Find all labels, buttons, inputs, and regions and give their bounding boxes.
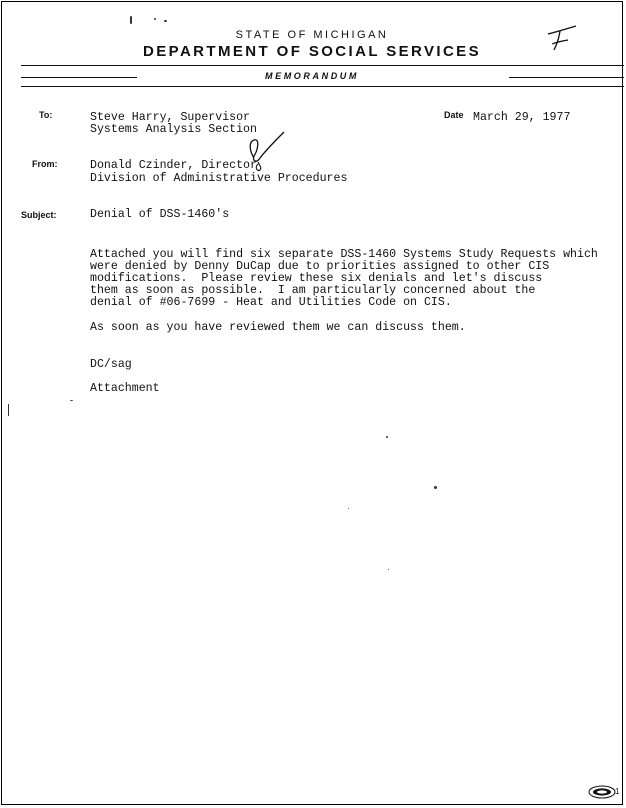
date-value: March 29, 1977 xyxy=(473,111,571,124)
body-line: denial of #06-7699 - Heat and Utilities Code on CIS. xyxy=(90,296,452,309)
header-rule-top xyxy=(21,65,624,66)
header-rule-bottom xyxy=(21,86,624,87)
handwritten-f-mark xyxy=(542,20,582,54)
to-line-1: Steve Harry, Supervisor xyxy=(90,111,251,124)
body-line: Attached you will find six separate DSS-1460 Systems Study Requests which xyxy=(90,248,598,261)
initials-line: DC/sag xyxy=(90,358,132,371)
page-number: 1 xyxy=(615,787,620,796)
date-label: Date xyxy=(444,110,464,120)
scan-speck xyxy=(348,508,349,509)
scan-speck xyxy=(164,20,167,22)
scan-speck xyxy=(8,404,9,416)
attachment-line: Attachment xyxy=(90,382,160,395)
from-line-2: Division of Administrative Procedures xyxy=(90,172,348,185)
scan-speck xyxy=(434,486,437,489)
from-line-1: Donald Czinder, Director xyxy=(90,159,257,172)
body-line: them as soon as possible. I am particularly concerned about the xyxy=(90,284,536,297)
subject-value: Denial of DSS-1460's xyxy=(90,208,230,221)
from-label: From: xyxy=(32,159,58,169)
scan-speck xyxy=(130,16,132,24)
to-line-2: Systems Analysis Section xyxy=(90,123,257,136)
memorandum-label: MEMORANDUM xyxy=(265,71,359,81)
scan-speck xyxy=(154,18,156,20)
subject-label: Subject: xyxy=(21,210,57,220)
memo-page xyxy=(1,1,623,805)
state-heading: STATE OF MICHIGAN xyxy=(235,29,389,41)
printer-logo-icon xyxy=(588,785,616,799)
body-paragraph-2: As soon as you have reviewed them we can discuss them. xyxy=(90,321,466,334)
scan-speck xyxy=(70,400,73,401)
to-label: To: xyxy=(39,110,53,120)
body-line: modifications. Please review these six denials and let's discuss xyxy=(90,272,543,285)
department-heading: DEPARTMENT OF SOCIAL SERVICES xyxy=(143,43,481,60)
body-line: were denied by Denny DuCap due to priorities assigned to other CIS xyxy=(90,260,550,273)
scan-speck xyxy=(386,436,388,438)
scan-speck xyxy=(388,569,389,570)
